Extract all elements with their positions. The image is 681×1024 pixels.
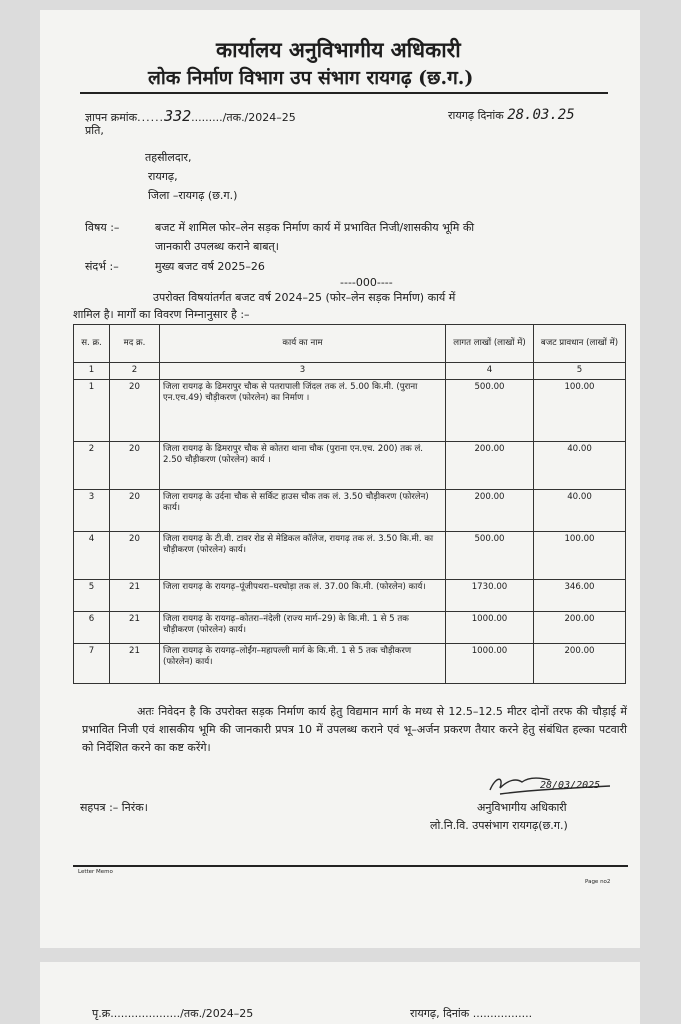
signatory-designation: अनुविभागीय अधिकारी [477, 801, 567, 814]
next-ref-label: पृ.क्र. [92, 1007, 114, 1020]
subject-line-2: जानकारी उपलब्ध कराने बाबत्। [155, 240, 279, 253]
subject-line-1: बजट में शामिल फोर–लेन सड़क निर्माण कार्य में प्रभावित निजी/शासकीय भूमि की [155, 221, 475, 234]
header-rule [80, 92, 608, 94]
index-cell: 2 [110, 363, 160, 380]
next-page-date: रायगढ़, दिनांक ................. [410, 1007, 533, 1020]
intro-line-1: उपरोक्त विषयांतर्गत बजट वर्ष 2024–25 (फोर–लेन सड़क निर्माण) कार्य में [153, 291, 456, 304]
letter-page-2-top [40, 962, 640, 1024]
works-table [73, 324, 626, 684]
cell-work: जिला रायगढ़ के उर्दना चौक से सर्किट हाउस चौक तक लं. 3.50 चौड़ीकरण (फोरलेन) कार्य। [160, 489, 446, 531]
cell-cost: 200.00 [446, 441, 534, 489]
cell-work: जिला रायगढ़ के ढिमरापुर चौक से कोतरा थाना चौक (पुराना एन.एच. 200) तक लं. 2.50 चौड़ीकरण (फोरलेन) कार्य । [160, 441, 446, 489]
table-row [74, 531, 626, 579]
request-text: अतः निवेदन है कि उपरोक्त सड़क निर्माण कार्य हेतु विद्यमान मार्ग के मध्य से 12.5–12.5 मीटर दोनों तरफ की चौड़ाई में प्रभावित निजी एवं शासकीय भूमि की जानकारी प्रपत्र 10 में उपलब्ध कराने एवं भू–अर्जन प्रकरण तैयार करने हेतु संबंधित हल्का पटवारी को निर्देशित करने का कष्ट करेंगे। [82, 705, 627, 754]
request-paragraph [82, 703, 627, 757]
recipient-line-2: रायगढ़, [148, 170, 178, 183]
cell-mad: 21 [110, 611, 160, 643]
table-row [74, 379, 626, 441]
reference-text: मुख्य बजट वर्ष 2025–26 [155, 260, 265, 273]
place-date-line [448, 107, 575, 123]
place-date-label: रायगढ़ दिनांक [448, 109, 504, 122]
col-header-work: कार्य का नाम [160, 325, 446, 363]
recipient-line-1: तहसीलदार, [145, 151, 192, 164]
cell-cost: 1730.00 [446, 579, 534, 611]
cell-budget: 40.00 [534, 489, 626, 531]
signature-date: 28/03/2025 [540, 780, 601, 791]
subject-label: विषय :– [85, 221, 120, 234]
memo-number-line: ज्ञापन क्रमांक......332........./तक./2024–25 [85, 107, 296, 125]
letter-page-1 [40, 10, 640, 948]
cell-sn: 6 [74, 611, 110, 643]
table-row [74, 611, 626, 643]
next-ref-suffix: /तक./2024–25 [180, 1007, 254, 1020]
cell-sn: 4 [74, 531, 110, 579]
cell-cost: 1000.00 [446, 643, 534, 683]
cell-work: जिला रायगढ़ के टी.वी. टावर रोड से मेडिकल कॉलेज, रायगढ़ तक लं. 3.50 कि.मी. का चौड़ीकरण (फोरलेन) कार्य। [160, 531, 446, 579]
cell-mad: 20 [110, 441, 160, 489]
cell-budget: 40.00 [534, 441, 626, 489]
cell-sn: 3 [74, 489, 110, 531]
enclosure: सहपत्र :– निरंक। [80, 801, 148, 814]
intro-line-2: शामिल है। मार्गों का विवरण निम्नानुसार है :– [73, 308, 250, 321]
cell-budget: 100.00 [534, 379, 626, 441]
index-cell: 5 [534, 363, 626, 380]
department-title: लोक निर्माण विभाग उप संभाग रायगढ़ (छ.ग.) [148, 67, 474, 89]
col-header-budget: बजट प्रावधान (लाखों में) [534, 325, 626, 363]
cell-work: जिला रायगढ़ के ढिमरापुर चौक से पतरापाली जिंदल तक लं. 5.00 कि.मी. (पुराना एन.एच.49) चौड़ीकरण (फोरलेन) का निर्माण । [160, 379, 446, 441]
memo-suffix: /तक./2024–25 [222, 111, 296, 124]
signatory-office: लो.नि.वि. उपसंभाग रायगढ़(छ.ग.) [430, 819, 568, 832]
letter-date: 28.03.25 [507, 107, 575, 123]
prati-label: प्रति, [85, 124, 104, 137]
index-cell: 1 [74, 363, 110, 380]
cell-mad: 21 [110, 579, 160, 611]
cell-sn: 7 [74, 643, 110, 683]
table-row [74, 579, 626, 611]
cell-work: जिला रायगढ़ के रायगढ़–पूंजीपथरा–घरघोड़ा तक लं. 37.00 कि.मी. (फोरलेन) कार्य। [160, 579, 446, 611]
memo-label: ज्ञापन क्रमांक [85, 111, 138, 124]
cell-mad: 21 [110, 643, 160, 683]
cell-work: जिला रायगढ़ के रायगढ़–कोतरा–नंदेली (राज्य मार्ग–29) के कि.मी. 1 से 5 तक चौड़ीकरण (फोरलेन) कार्य। [160, 611, 446, 643]
table-row [74, 441, 626, 489]
memo-number: 332 [164, 107, 192, 125]
cell-budget: 200.00 [534, 643, 626, 683]
cell-mad: 20 [110, 531, 160, 579]
footer-right: Page no2 [585, 879, 611, 885]
col-header-mad: मद क्र. [110, 325, 160, 363]
cell-budget: 346.00 [534, 579, 626, 611]
cell-sn: 2 [74, 441, 110, 489]
cell-mad: 20 [110, 489, 160, 531]
index-cell: 4 [446, 363, 534, 380]
office-title: कार्यालय अनुविभागीय अधिकारी [216, 37, 461, 62]
footer-rule [73, 865, 628, 867]
cell-sn: 5 [74, 579, 110, 611]
cell-cost: 500.00 [446, 531, 534, 579]
cell-cost: 1000.00 [446, 611, 534, 643]
cell-cost: 200.00 [446, 489, 534, 531]
col-header-cost: लागत लाखों (लाखों में) [446, 325, 534, 363]
footer-left: Letter Memo [78, 869, 113, 875]
recipient-line-3: जिला –रायगढ़ (छ.ग.) [148, 189, 238, 202]
reference-label: संदर्भ :– [85, 260, 119, 273]
cell-budget: 100.00 [534, 531, 626, 579]
separator: ----000---- [340, 276, 393, 289]
cell-budget: 200.00 [534, 611, 626, 643]
table-row [74, 643, 626, 683]
col-header-sn: स. क्र. [74, 325, 110, 363]
next-place-date: रायगढ़, दिनांक [410, 1007, 470, 1020]
cell-work: जिला रायगढ़ के रायगढ़–लोईंग–महापल्ली मार्ग के कि.मी. 1 से 5 तक चौड़ीकरण (फोरलेन) कार्य। [160, 643, 446, 683]
table-header-row [74, 325, 626, 363]
cell-mad: 20 [110, 379, 160, 441]
cell-sn: 1 [74, 379, 110, 441]
next-page-ref: पृ.क्र..................../तक./2024–25 [92, 1007, 254, 1020]
table-index-row [74, 363, 626, 380]
table-row [74, 489, 626, 531]
index-cell: 3 [160, 363, 446, 380]
cell-cost: 500.00 [446, 379, 534, 441]
